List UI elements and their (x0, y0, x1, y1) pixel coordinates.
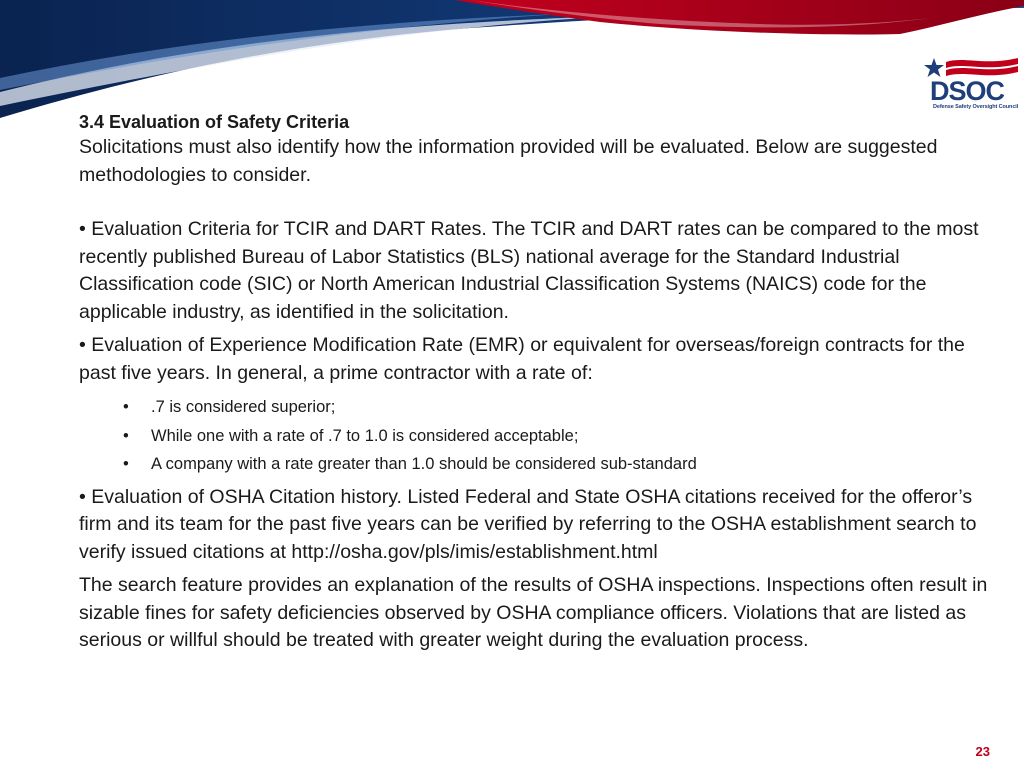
list-item (123, 450, 999, 479)
bullet-marker: • (123, 426, 129, 445)
list-item (123, 422, 999, 451)
page-number: 23 (975, 744, 990, 759)
list-item-text: While one with a rate of .7 to 1.0 is considered acceptable; (151, 426, 579, 445)
bullet-emr: • Evaluation of Experience Modification Rate (EMR) or equivalent for overseas/foreign contracts for the past five years. In general, a prime contractor with a rate of: (79, 334, 965, 384)
bullet-marker: • (123, 398, 129, 416)
section-heading: 3.4 Evaluation of Safety Criteria (79, 112, 350, 132)
bullet-osha-citation: • Evaluation of OSHA Citation history. Listed Federal and State OSHA citations received for the offeror’s firm and its team for the past five years can be verified by referring to the OSHA establishment search to verify issued citations at http://osha.gov/pls/imis/establishment.html (79, 485, 977, 563)
emr-rating-list (79, 393, 999, 479)
slide-body (79, 110, 999, 655)
closing-paragraph: The search feature provides an explanation of the results of OSHA inspections. Inspections often result in sizable fines for safety deficiencies observed by OSHA compliance officers. Violations that are listed as serious or willful should be treated with greater weight during the evaluation process. (79, 574, 988, 651)
intro-paragraph: Solicitations must also identify how the information provided will be evaluated. Below are suggested methodologies to consider. (79, 136, 938, 186)
list-item-text: A company with a rate greater than 1.0 should be considered sub-standard (151, 455, 697, 473)
bullet-tcir-dart: • Evaluation Criteria for TCIR and DART Rates. The TCIR and DART rates can be compared to the most recently published Bureau of Labor Statistics (BLS) national average for the Standard Industrial Classification code (SIC) or North American Industrial Classification Systems (NAICS) code for the applicable industry, as identified in the solicitation. (79, 218, 979, 323)
logo-subtitle: Defense Safety Oversight Council (933, 104, 1019, 110)
list-item-text: .7 is considered superior; (151, 398, 336, 416)
list-item (123, 393, 999, 422)
dsoc-logo (924, 56, 1020, 114)
bullet-marker: • (123, 455, 129, 473)
logo-wordmark: DSOC (930, 76, 1005, 106)
header-banner (0, 0, 1024, 120)
